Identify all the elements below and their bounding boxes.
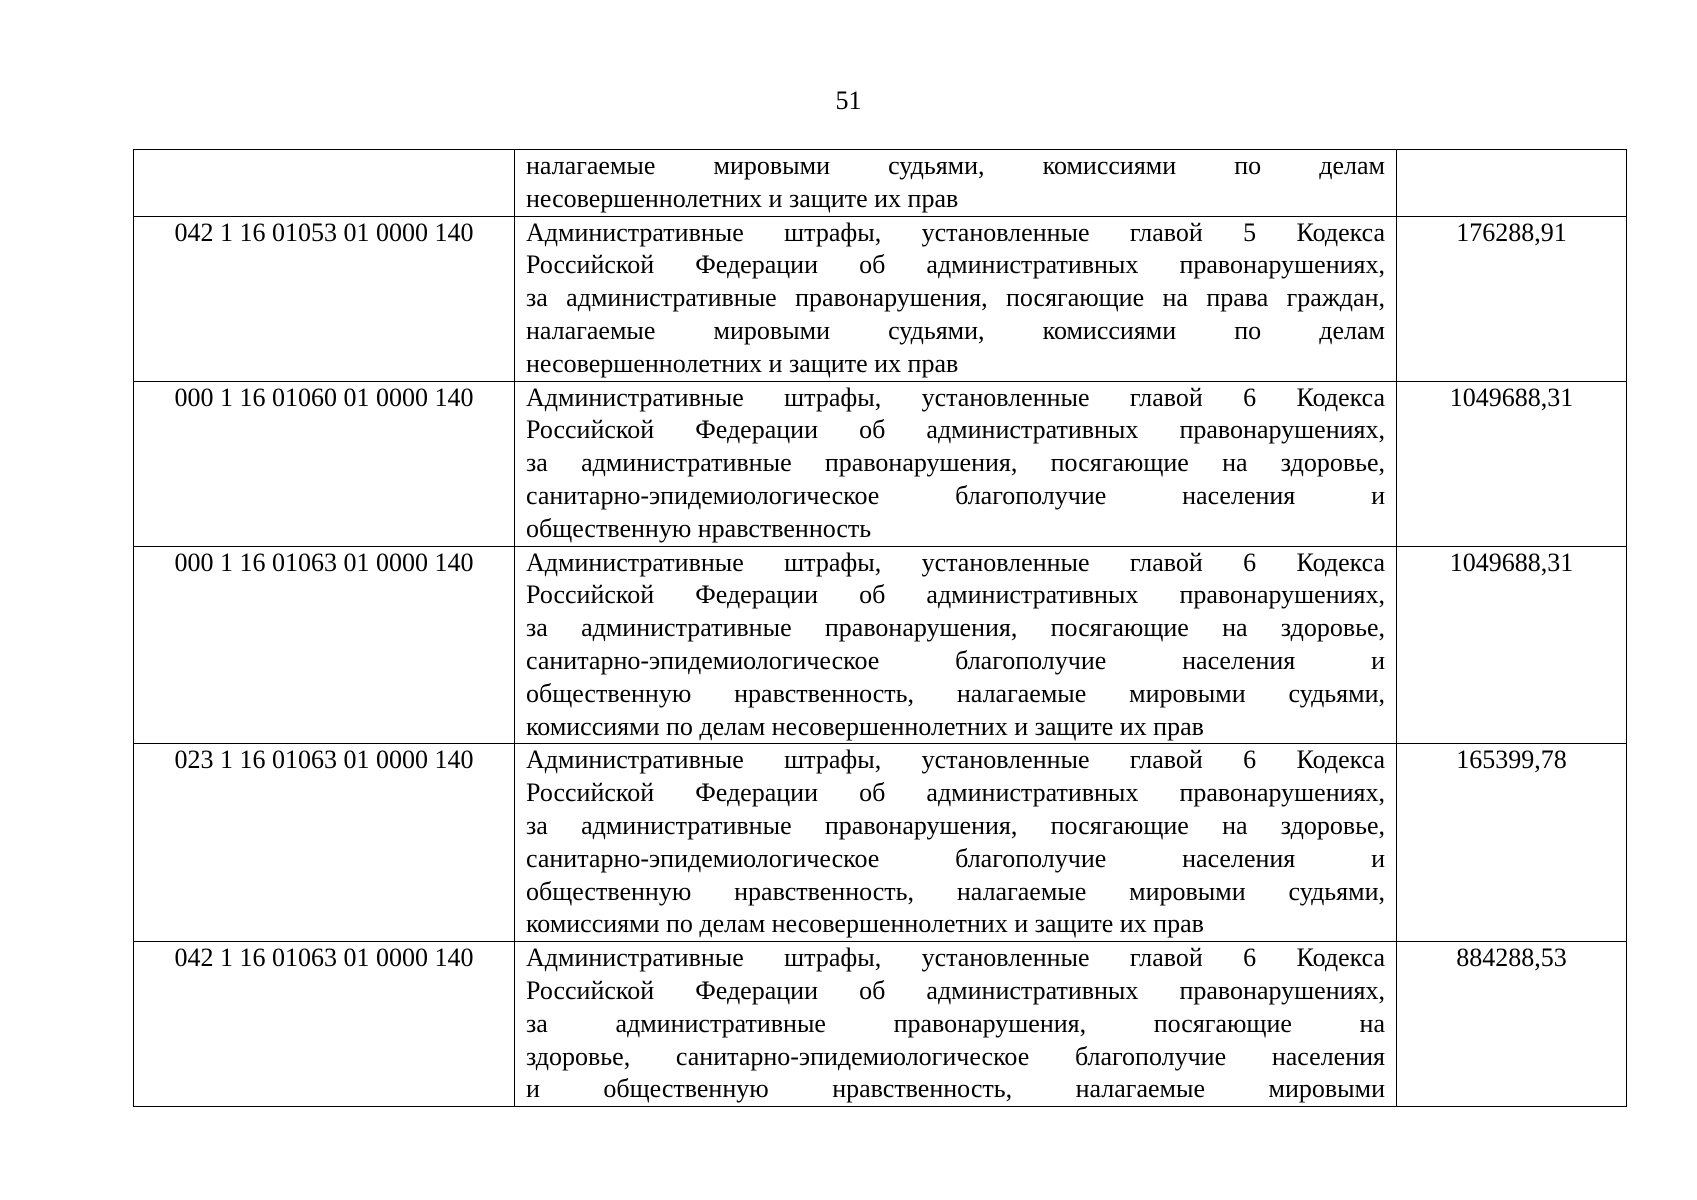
description-line: за административные правонарушения, посягающие на: [526, 1008, 1385, 1038]
description-line: налагаемые мировыми судьями, комиссиями по делам: [526, 315, 1385, 345]
description-line: Административные штрафы, установленные главой 5 Кодекса: [526, 217, 1385, 247]
description-line: Российской Федерации об административных правонарушениях,: [526, 975, 1385, 1005]
table-row: [134, 216, 1627, 381]
description-line: санитарно-эпидемиологическое благополучие населения и: [526, 645, 1385, 675]
description-line: Российской Федерации об административных правонарушениях,: [526, 580, 1385, 610]
description-line: за административные правонарушения, посягающие на здоровье,: [526, 448, 1385, 478]
description-line: здоровье, санитарно-эпидемиологическое благополучие населения: [526, 1041, 1385, 1071]
description-line: общественную нравственность, налагаемые мировыми судьями,: [526, 678, 1385, 708]
budget-code-cell: 023 1 16 01063 01 0000 140: [134, 744, 515, 942]
amount-cell: 176288,91: [1397, 216, 1627, 381]
amount-cell: 1049688,31: [1397, 546, 1627, 744]
description-line: за административные правонарушения, посягающие на права граждан,: [526, 283, 1385, 313]
table-row: [134, 942, 1627, 1107]
description-cell: [515, 150, 1397, 217]
description-line: Административные штрафы, установленные главой 6 Кодекса: [526, 745, 1385, 775]
amount-cell: 165399,78: [1397, 744, 1627, 942]
description-cell: [515, 216, 1397, 381]
description-line: за административные правонарушения, посягающие на здоровье,: [526, 810, 1385, 840]
description-line: общественную нравственность: [526, 513, 872, 543]
description-line: санитарно-эпидемиологическое благополучие населения и: [526, 843, 1385, 873]
description-line: Административные штрафы, установленные главой 6 Кодекса: [526, 943, 1385, 973]
description-line: общественную нравственность, налагаемые мировыми судьями,: [526, 876, 1385, 906]
budget-code-cell: 000 1 16 01060 01 0000 140: [134, 381, 515, 546]
description-line: несовершеннолетних и защите их прав: [526, 348, 959, 378]
budget-code-cell: 042 1 16 01063 01 0000 140: [134, 942, 515, 1107]
description-line: и общественную нравственность, налагаемые мировыми: [526, 1074, 1385, 1104]
description-line: за административные правонарушения, посягающие на здоровье,: [526, 613, 1385, 643]
description-cell: [515, 942, 1397, 1107]
table-row: [134, 381, 1627, 546]
page-number: 51: [835, 86, 862, 115]
table-body: [134, 150, 1627, 1107]
description-cell: [515, 546, 1397, 744]
description-cell: [515, 381, 1397, 546]
table-row: [134, 150, 1627, 217]
description-line: несовершеннолетних и защите их прав: [526, 183, 959, 213]
description-line: комиссиями по делам несовершеннолетних и защите их прав: [526, 711, 1204, 741]
description-line: Российской Федерации об административных правонарушениях,: [526, 415, 1385, 445]
amount-cell: 884288,53: [1397, 942, 1627, 1107]
description-line: Административные штрафы, установленные главой 6 Кодекса: [526, 382, 1385, 412]
description-line: комиссиями по делам несовершеннолетних и защите их прав: [526, 909, 1204, 939]
description-line: налагаемые мировыми судьями, комиссиями по делам: [526, 151, 1385, 180]
table-row: [134, 744, 1627, 942]
description-cell: [515, 744, 1397, 942]
table-row: [134, 546, 1627, 744]
amount-cell: [1397, 150, 1627, 217]
description-line: санитарно-эпидемиологическое благополучие населения и: [526, 480, 1385, 510]
budget-code-cell: 000 1 16 01063 01 0000 140: [134, 546, 515, 744]
description-line: Российской Федерации об административных правонарушениях,: [526, 778, 1385, 808]
amount-cell: 1049688,31: [1397, 381, 1627, 546]
budget-revenue-table: [133, 149, 1627, 1107]
description-line: Административные штрафы, установленные главой 6 Кодекса: [526, 547, 1385, 577]
description-line: Российской Федерации об административных правонарушениях,: [526, 250, 1385, 280]
budget-code-cell: 042 1 16 01053 01 0000 140: [134, 216, 515, 381]
budget-code-cell: [134, 150, 515, 217]
